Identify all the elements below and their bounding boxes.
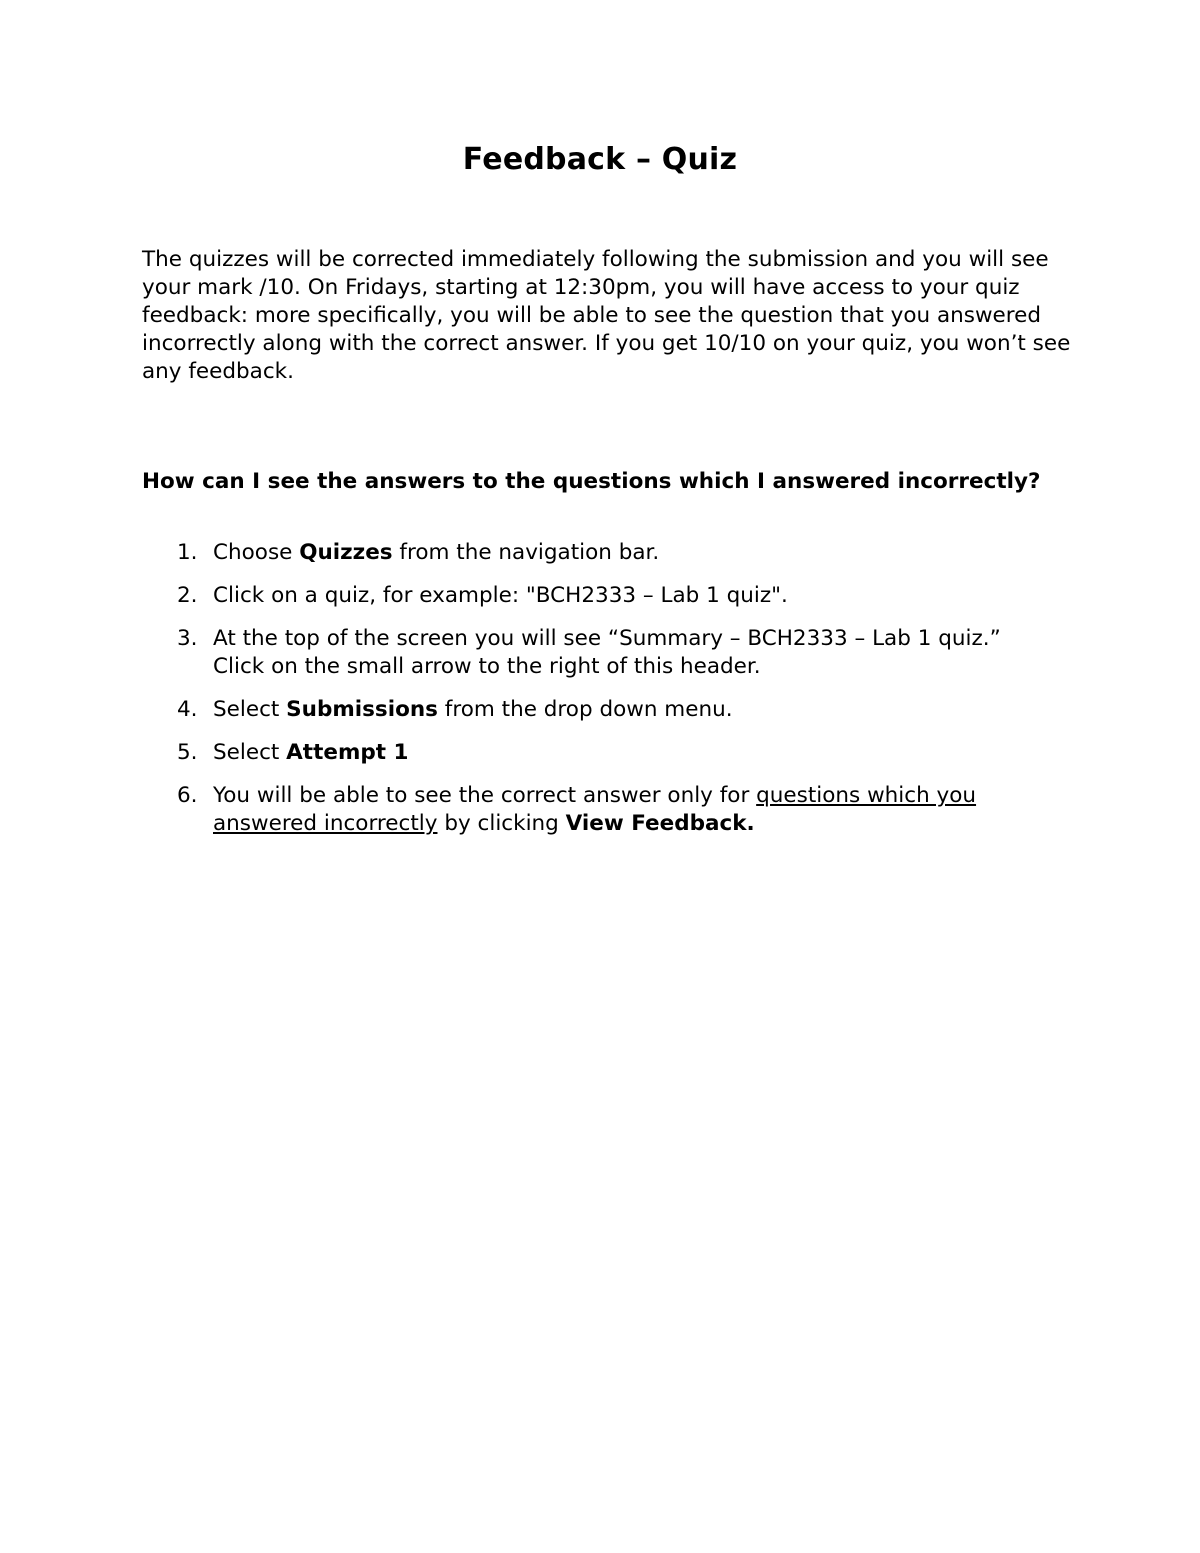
list-item-text: Click on the small arrow to the right of this header. bbox=[213, 654, 761, 679]
list-item bbox=[142, 539, 1072, 567]
list-item bbox=[142, 739, 1072, 767]
instructions-list bbox=[142, 539, 1072, 853]
list-item-number: 3. bbox=[177, 626, 198, 651]
list-item-number: 2. bbox=[177, 583, 198, 608]
list-item-number: 5. bbox=[177, 740, 198, 765]
list-item-text: by clicking bbox=[437, 811, 566, 836]
list-item-bold: Attempt 1 bbox=[286, 740, 409, 765]
list-item bbox=[142, 696, 1072, 724]
list-item-bold: Submissions bbox=[286, 697, 438, 722]
list-item-number: 4. bbox=[177, 697, 198, 722]
list-item bbox=[142, 782, 1072, 838]
section-heading: How can I see the answers to the questions which I answered incorrectly? bbox=[142, 469, 1041, 494]
list-item-number: 6. bbox=[177, 783, 198, 808]
list-item-underlined: questions which you answered incorrectly bbox=[213, 783, 977, 836]
list-item-text: You will be able to see the correct answer only for bbox=[213, 783, 757, 808]
list-item-text: . bbox=[746, 811, 755, 836]
list-item-text: At the top of the screen you will see “Summary – BCH2333 – Lab 1 quiz.” bbox=[213, 626, 1001, 651]
list-item-text: Select bbox=[213, 740, 287, 765]
list-item-number: 1. bbox=[177, 540, 198, 565]
list-item bbox=[142, 582, 1072, 610]
list-item-text: from the navigation bar. bbox=[392, 540, 660, 565]
list-item-bold: Quizzes bbox=[299, 540, 393, 565]
list-item-text: from the drop down menu. bbox=[437, 697, 733, 722]
list-item-text: Select bbox=[213, 697, 287, 722]
list-item bbox=[142, 625, 1072, 681]
intro-paragraph: The quizzes will be corrected immediately following the submission and you will see your mark /10. On Fridays, starting at 12:30pm, you will have access to your quiz feedback: more specifically, you will be able to see the question that you answered incorrectly along with the correct answer. If you get 10/10 on your quiz, you won’t see any feedback. bbox=[142, 247, 1071, 384]
page-title: Feedback – Quiz bbox=[462, 142, 738, 177]
list-item-text: Click on a quiz, for example: "BCH2333 – Lab 1 quiz". bbox=[213, 583, 788, 608]
list-item-bold: View Feedback bbox=[565, 811, 747, 836]
list-item-text: Choose bbox=[213, 540, 300, 565]
